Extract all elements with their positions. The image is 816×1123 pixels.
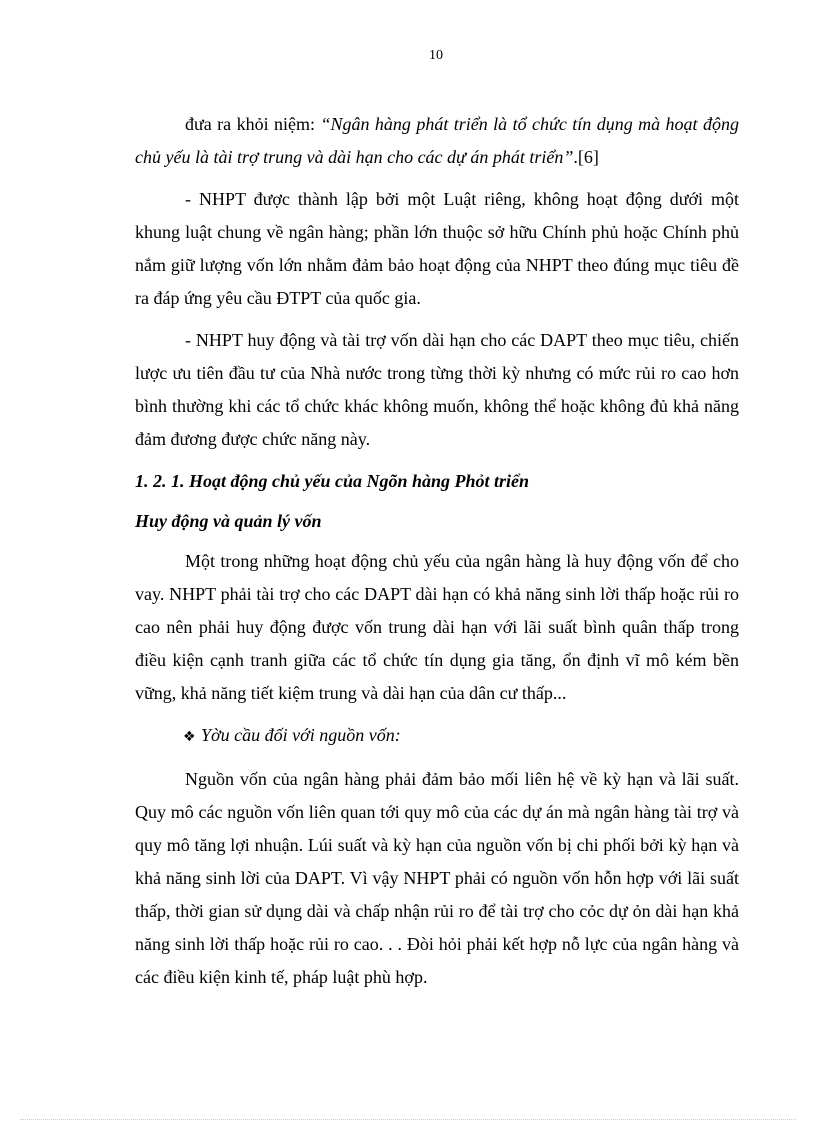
subsection-heading: Huy động và quản lý vốn xyxy=(135,511,322,531)
bullet-item xyxy=(135,719,739,754)
diamond-bullet-icon: ❖ xyxy=(183,729,196,745)
page-number: 10 xyxy=(429,48,443,63)
footer-divider xyxy=(20,1119,796,1120)
page-content xyxy=(135,108,739,1003)
definition-intro: đưa ra khỏi niệm: xyxy=(185,114,321,134)
paragraph-capital-requirements: Nguồn vốn của ngân hàng phải đảm bảo mối liên hệ về kỳ hạn và lãi suất. Quy mô các nguồn vốn liên quan tới quy mô của các dự án mà ngân hàng tài trợ và quy mô tăng lợi nhuận. Lúi suất và kỳ hạn của nguồn vốn bị chi phối bởi kỳ hạn và khả năng sinh lời của DAPT. Vì vậy NHPT phải có nguồn vốn hỗn hợp với lãi suất thấp, thời gian sử dụng dài và chấp nhận rủi ro để tài trợ cho cỏc dự ỏn dài hạn khả năng sinh lời thấp hoặc rủi ro cao. . . Đòi hỏi phải kết hợp nỗ lực của ngân hàng và các điều kiện kinh tế, pháp luật phù hợp. xyxy=(135,769,739,987)
definition-citation: .[6] xyxy=(573,147,599,167)
paragraph-capital-mobilization: Một trong những hoạt động chủ yếu của ngân hàng là huy động vốn để cho vay. NHPT phải tài trợ cho các DAPT dài hạn có khả năng sinh lời thấp hoặc rủi ro cao nên phải huy động được vốn trung dài hạn với lãi suất bình quân thấp trong điều kiện cạnh tranh giữa các tổ chức tín dụng gia tăng, ổn định vĩ mô kém bền vững, khả năng tiết kiệm trung và dài hạn của dân cư thấp... xyxy=(135,551,739,703)
paragraph-legal-basis: - NHPT được thành lập bởi một Luật riêng, không hoạt động dưới một khung luật chung về ngân hàng; phần lớn thuộc sở hữu Chính phủ hoặc Chính phủ nắm giữ lượng vốn lớn nhằm đảm bảo hoạt động của NHPT theo đúng mục tiêu đề ra đáp ứng yêu cầu ĐTPT của quốc gia. xyxy=(135,189,739,308)
definition-paragraph xyxy=(135,108,739,174)
section-heading: 1. 2. 1. Hoạt động chủ yếu của Ngõn hàng Phỏt triển xyxy=(135,471,530,491)
paragraph-funding-risk: - NHPT huy động và tài trợ vốn dài hạn cho các DAPT theo mục tiêu, chiến lược ưu tiên đầu tư của Nhà nước trong từng thời kỳ nhưng có mức rủi ro cao hơn bình thường khi các tổ chức khác không muốn, không thể hoặc không đủ khả năng đảm đương được chức năng này. xyxy=(135,330,739,449)
definition-quote: “Ngân hàng phát triển là tổ chức tín dụng mà hoạt động chủ yếu là tài trợ trung và dài hạn cho các dự án phát triển” xyxy=(135,114,739,167)
bullet-text: Yờu cầu đối với nguồn vốn: xyxy=(201,725,401,745)
